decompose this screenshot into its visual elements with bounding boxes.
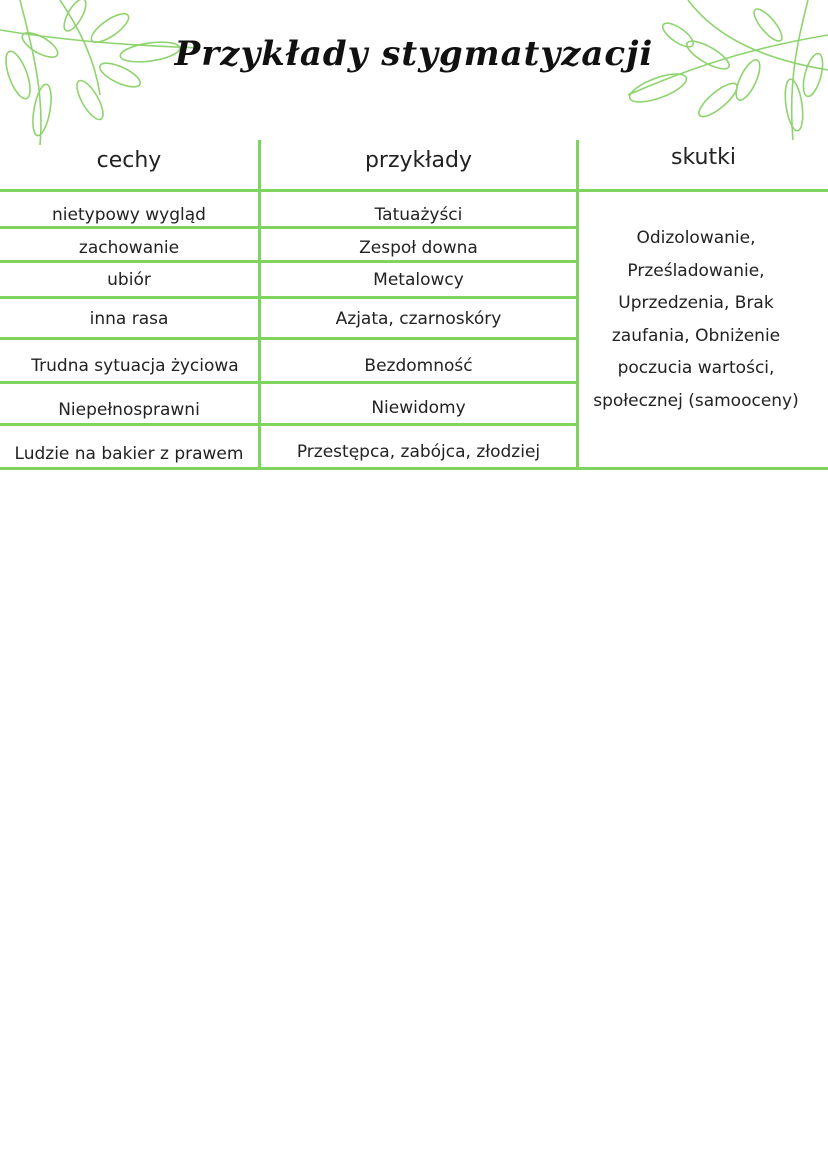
example-cell: Tatuażyści	[374, 205, 463, 225]
trait-cell: zachowanie	[78, 238, 180, 258]
example-cell: Metalowcy	[373, 270, 464, 290]
effects-line: zaufania, Obniżenie	[611, 325, 781, 346]
example-cell: Azjata, czarnoskóry	[335, 309, 502, 329]
trait-cell: inna rasa	[89, 309, 169, 329]
trait-cell: Trudna sytuacja życiowa	[31, 356, 239, 376]
header-effects: skutki	[671, 145, 736, 170]
right-leaf-branch-icon	[618, 0, 828, 150]
example-cell: Zespoł downa	[359, 238, 478, 258]
header-traits: cechy	[96, 148, 162, 173]
effects-line: poczucia wartości,	[617, 358, 775, 378]
row-divider	[0, 226, 576, 229]
row-divider	[0, 296, 576, 299]
example-cell: Niewidomy	[371, 398, 466, 418]
row-divider	[0, 260, 576, 263]
trait-cell: Niepełnosprawni	[58, 400, 200, 420]
header-divider	[0, 189, 828, 192]
trait-cell: Ludzie na bakier z prawem	[14, 444, 244, 464]
example-cell: Przestępca, zabójca, złodziej	[296, 442, 541, 462]
effects-line: Uprzedzenia, Brak	[618, 293, 774, 313]
effects-line: Prześladowanie,	[627, 260, 765, 281]
trait-cell: nietypowy wygląd	[52, 205, 206, 225]
row-divider	[0, 423, 576, 426]
effects-line: Odizolowanie,	[636, 228, 756, 248]
page-title: Przykłady stygmatyzacji	[174, 34, 654, 74]
row-divider	[0, 337, 576, 340]
header-examples: przykłady	[364, 148, 473, 173]
effects-cell	[582, 222, 810, 417]
table-bottom-border	[0, 467, 828, 470]
left-leaf-branch-icon	[0, 0, 210, 150]
effects-line: społecznej (samooceny)	[593, 390, 799, 411]
example-cell: Bezdomność	[364, 356, 473, 376]
row-divider	[0, 381, 576, 384]
trait-cell: ubiór	[107, 270, 151, 290]
